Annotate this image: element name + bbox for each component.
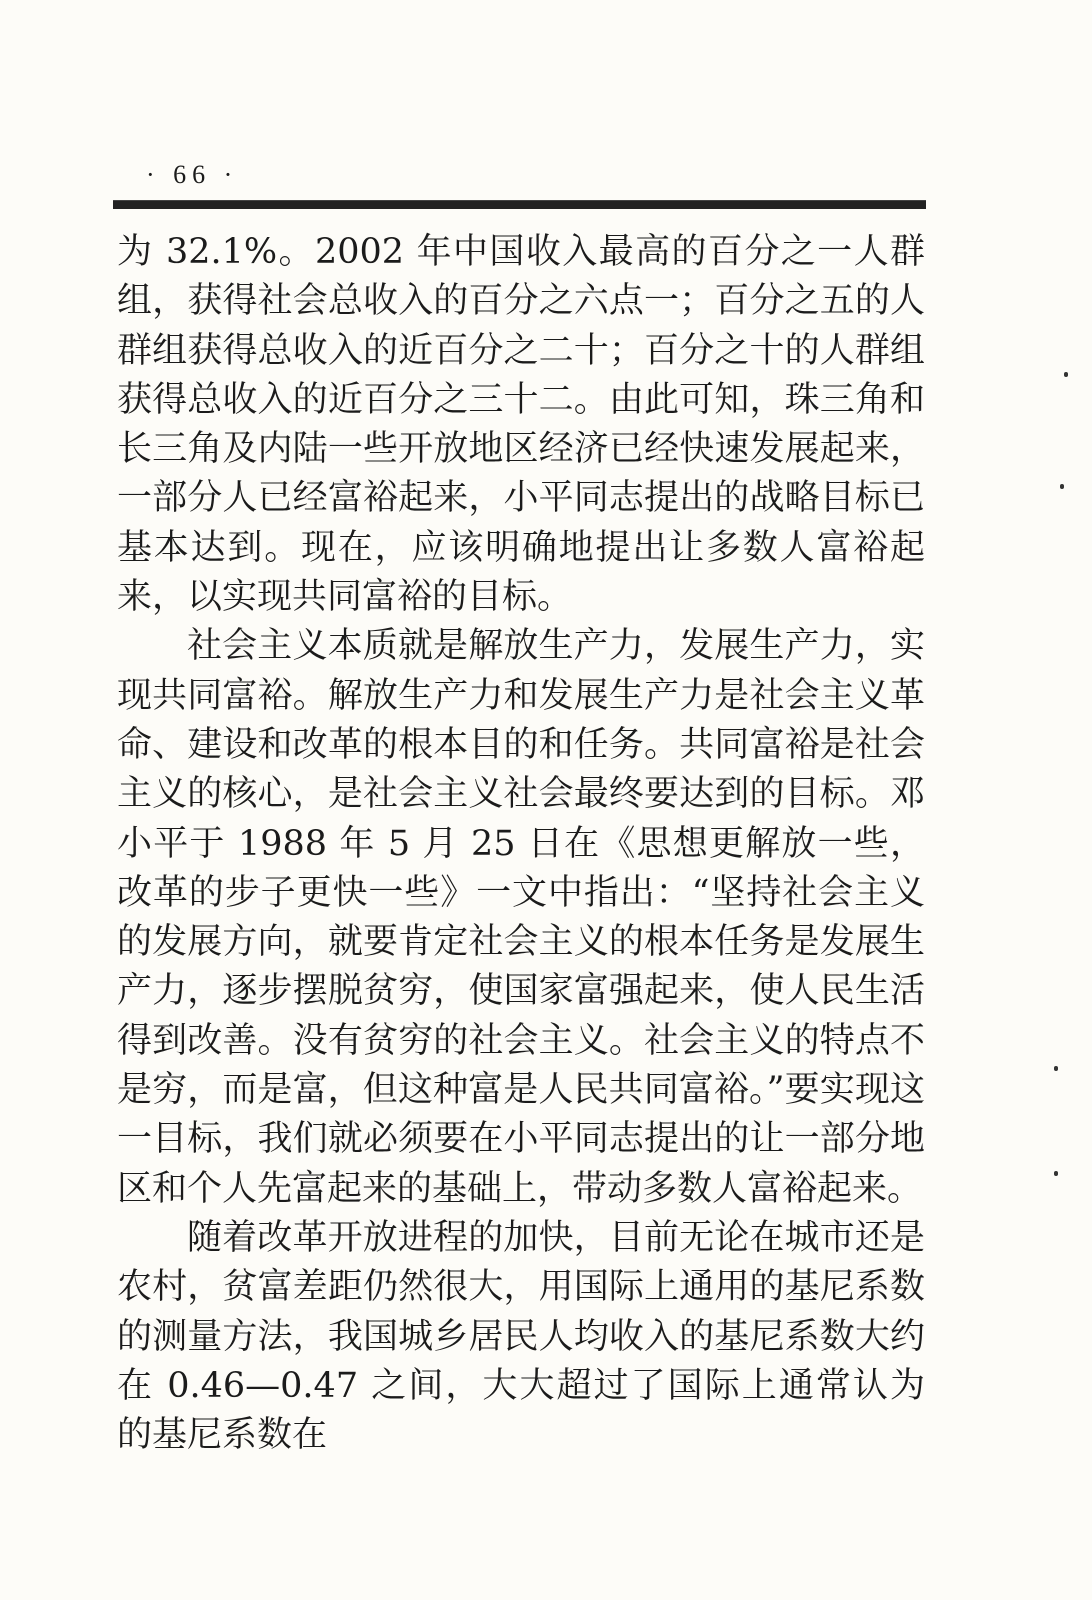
- paragraph: 社会主义本质就是解放生产力，发展生产力，实现共同富裕。解放生产力和发展生产力是社会主义革命、建设和改革的根本目的和任务。共同富裕是社会主义的核心，是社会主义社会最终要达到的目标。邓小平于 1988 年 5 月 25 日在《思想更解放一些，改革的步子更快一些》一文中指出：“坚持社会主义的发展方向，就要肯定社会主义的根本任务是发展生产力，逐步摆脱贫穷，使国家富强起来，使人民生活得到改善。没有贫穷的社会主义。社会主义的特点不是穷，而是富，但这种富是人民共同富裕。”要实现这一目标，我们就必须要在小平同志提出的让一部分地区和个人先富起来的基础上，带动多数人富裕起来。: [117, 626, 925, 1209]
- scan-speck: [1054, 1066, 1058, 1071]
- paragraph-continued: 为 32.1%。2002 年中国收入最高的百分之一人群组，获得社会总收入的百分之六点一；百分之五的人群组获得总收入的近百分之二十；百分之十的人群组获得总收入的近百分之三十二。由此可知，珠三角和长三角及内陆一些开放地区经济已经快速发展起来，一部分人已经富裕起来，小平同志提出的战略目标已基本达到。现在，应该明确地提出让多数人富裕起来，以实现共同富裕的目标。: [117, 232, 925, 618]
- paragraph: 随着改革开放进程的加快，目前无论在城市还是农村，贫富差距仍然很大，用国际上通用的基尼系数的测量方法，我国城乡居民人均收入的基尼系数大约在 0.46—0.47 之间，大大超过了国际上通常认为的基尼系数在: [117, 1217, 925, 1456]
- scan-speck: [1054, 1171, 1058, 1176]
- body-text: [117, 228, 925, 1460]
- header-rule: [113, 200, 926, 209]
- page-number: · 66 ·: [146, 160, 239, 189]
- scan-speck: [1064, 372, 1068, 377]
- scan-speck: [1060, 484, 1064, 489]
